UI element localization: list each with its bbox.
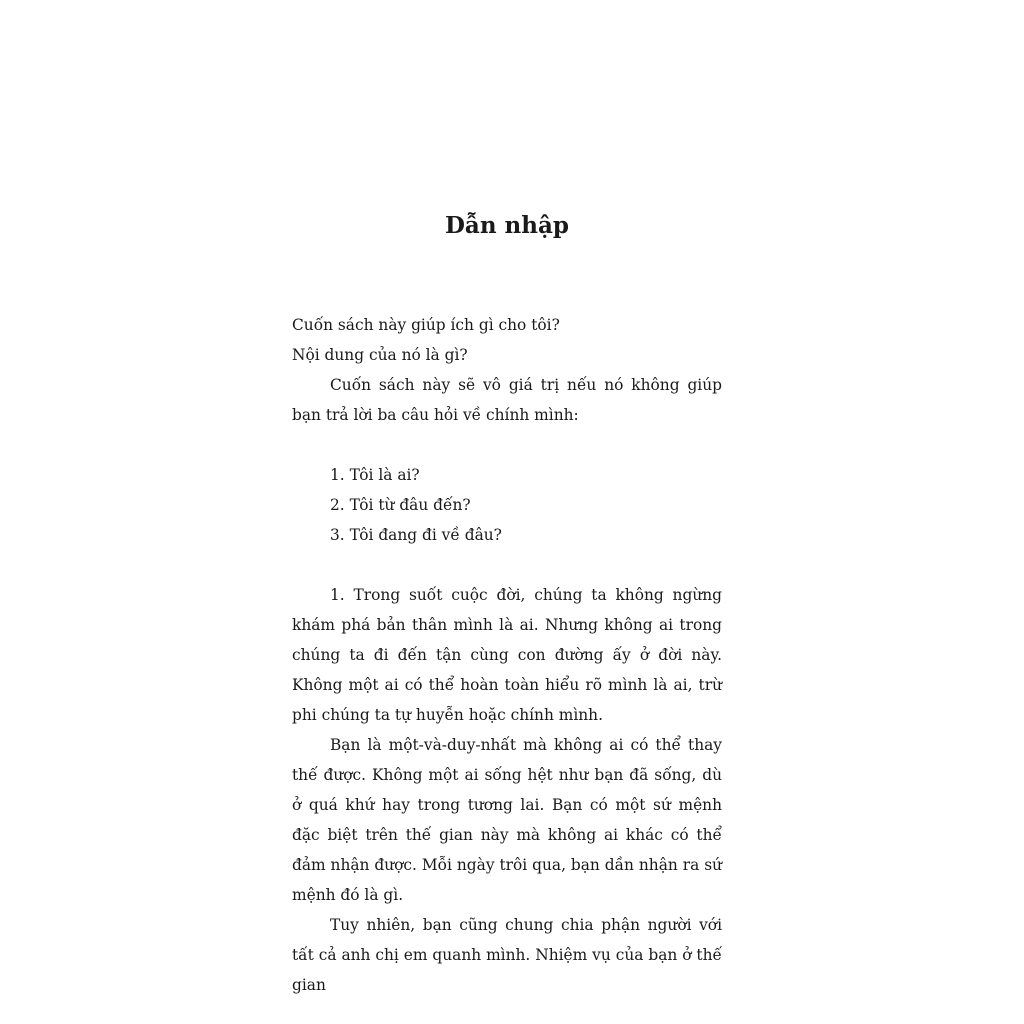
body-paragraph: Tuy nhiên, bạn cũng chung chia phận người với tất cả anh chị em quanh mình. Nhiệm vụ của bạn ở thế gian bbox=[292, 916, 722, 994]
intro-paragraph: Cuốn sách này sẽ vô giá trị nếu nó không giúp bạn trả lời ba câu hỏi về chính mình: bbox=[292, 376, 722, 424]
list-item: 3. Tôi đang đi về đâu? bbox=[330, 526, 502, 544]
intro-question-2: Nội dung của nó là gì? bbox=[292, 346, 468, 364]
intro-question-1: Cuốn sách này giúp ích gì cho tôi? bbox=[292, 316, 560, 334]
body-paragraph: 1. Trong suốt cuộc đời, chúng ta không ngừng khám phá bản thân mình là ai. Nhưng không ai trong chúng ta đi đến tận cùng con đường ấy ở đời này. Không một ai có thể hoàn toàn hiểu rõ mình là ai, trừ phi chúng ta tự huyễn hoặc chính mình. bbox=[292, 586, 722, 724]
intro-section bbox=[292, 310, 722, 430]
list-item: 2. Tôi từ đâu đến? bbox=[330, 496, 471, 514]
body-section bbox=[292, 580, 722, 1000]
chapter-title: Dẫn nhập bbox=[444, 212, 569, 239]
list-item: 1. Tôi là ai? bbox=[330, 466, 420, 484]
body-paragraph: Bạn là một-và-duy-nhất mà không ai có thể thay thế được. Không một ai sống hệt như bạn đã sống, dù ở quá khứ hay trong tương lai. Bạn có một sứ mệnh đặc biệt trên thế gian này mà không ai khác có thể đảm nhận được. Mỗi ngày trôi qua, bạn dần nhận ra sứ mệnh đó là gì. bbox=[292, 736, 722, 904]
question-list bbox=[330, 460, 720, 550]
